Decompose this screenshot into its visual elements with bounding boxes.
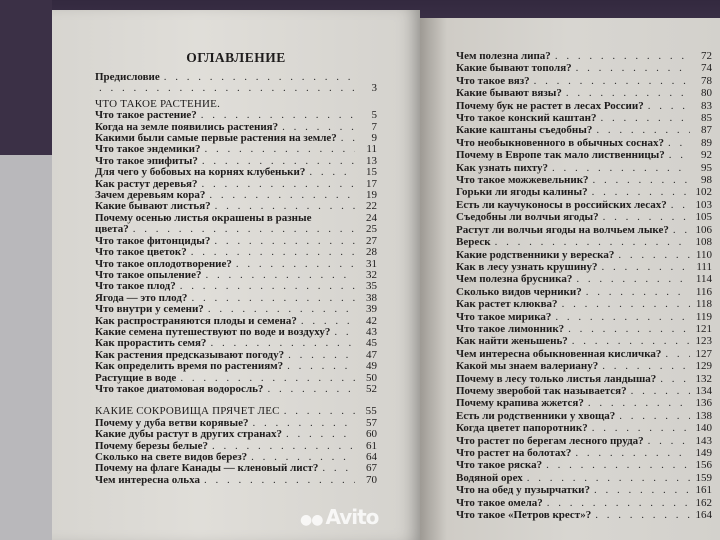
toc-entry-label: Что растет по берегам лесного пруда? bbox=[456, 434, 644, 447]
fabric-background-left bbox=[0, 0, 52, 155]
toc-entry bbox=[456, 112, 712, 124]
dot-leader bbox=[322, 463, 355, 474]
dot-leader bbox=[603, 211, 690, 223]
section-heading-label: ЧТО ТАКОЕ РАСТЕНИЕ. bbox=[95, 97, 221, 110]
dot-leader bbox=[619, 410, 690, 422]
toc-entry-page: 38 bbox=[366, 291, 377, 304]
toc-entry-label: Есть ли родственники у хвоща? bbox=[456, 409, 616, 422]
toc-entry-page: 121 bbox=[695, 322, 712, 335]
toc-entry bbox=[456, 348, 712, 360]
toc-entry-page: 60 bbox=[366, 428, 377, 441]
toc-entry-label: Водяной орех bbox=[456, 471, 523, 484]
toc-entry-page: 103 bbox=[695, 198, 712, 211]
toc-entry-page: 43 bbox=[366, 325, 377, 338]
toc-entry bbox=[95, 224, 377, 235]
dot-leader bbox=[586, 286, 690, 298]
toc-entry-label: Почему березы белые? bbox=[95, 439, 208, 452]
dot-leader bbox=[596, 124, 690, 136]
toc-entry-page: 119 bbox=[695, 310, 712, 323]
toc-entry bbox=[456, 435, 712, 447]
dot-leader bbox=[671, 199, 690, 211]
toc-entry-label: Что такое конский каштан? bbox=[456, 112, 597, 125]
toc-entry bbox=[456, 298, 712, 310]
dot-leader bbox=[214, 236, 355, 247]
dot-leader bbox=[552, 162, 690, 174]
toc-entry bbox=[456, 311, 712, 323]
toc-entry bbox=[456, 447, 712, 459]
toc-entry-page: 134 bbox=[695, 384, 712, 397]
toc-entry-page: 136 bbox=[695, 397, 712, 410]
dot-leader bbox=[534, 75, 690, 87]
toc-entry-label: Какие каштаны съедобны? bbox=[456, 124, 593, 137]
toc-entry bbox=[95, 475, 377, 486]
toc-entry-label: Почему осенью листья окрашены в разные bbox=[95, 211, 312, 224]
toc-entry-label: Что на обед у пузырчатки? bbox=[456, 484, 591, 497]
toc-entry bbox=[456, 497, 712, 509]
toc-entry-label: Как узнать пихту? bbox=[456, 161, 549, 174]
toc-entry bbox=[456, 472, 712, 484]
toc-entry-label: Что такое опыление? bbox=[95, 268, 202, 281]
toc-entry-label: Что такое омела? bbox=[456, 496, 543, 509]
toc-entry-page: 27 bbox=[366, 234, 377, 247]
toc-entry-label: Почему бук не растет в лесах России? bbox=[456, 99, 644, 112]
toc-entry-label: Почему на флаге Канады — кленовый лист? bbox=[95, 462, 319, 475]
toc-entry-page: 32 bbox=[366, 268, 377, 281]
toc-entry bbox=[95, 384, 377, 395]
dot-leader bbox=[208, 304, 355, 315]
toc-entry bbox=[456, 100, 712, 112]
toc-entry-page: 31 bbox=[366, 257, 377, 270]
toc-entry-label: Что такое можжевельник? bbox=[456, 174, 589, 187]
toc-entry bbox=[456, 224, 712, 236]
toc-entry bbox=[456, 360, 712, 372]
toc-entry-label: Что такое ряска? bbox=[456, 459, 543, 472]
dot-leader bbox=[205, 270, 355, 281]
dot-leader bbox=[572, 335, 690, 347]
toc-entry-page: 98 bbox=[701, 174, 712, 187]
toc-entry-label: Сколько на свете видов берез? bbox=[95, 451, 248, 463]
toc-entry-page: 25 bbox=[366, 223, 377, 236]
toc-entry bbox=[95, 429, 377, 440]
toc-entry-page: 17 bbox=[366, 177, 377, 190]
toc-entry bbox=[456, 249, 712, 261]
toc-entry-label: Какие родственники у вереска? bbox=[456, 248, 615, 261]
toc-entry-label: Что такое цветок? bbox=[95, 246, 187, 259]
dot-leader bbox=[673, 224, 690, 236]
toc-entry bbox=[95, 361, 377, 372]
toc-entry-page: 129 bbox=[695, 360, 712, 373]
toc-entry-page: 42 bbox=[366, 314, 377, 327]
toc-entry-page: 138 bbox=[695, 409, 712, 422]
toc-entry-page: 89 bbox=[701, 136, 712, 149]
toc-entry-label: Растущие в воде bbox=[95, 371, 177, 384]
toc-entry-page: 162 bbox=[695, 496, 712, 509]
toc-entry-label: Какие дубы растут в других странах? bbox=[95, 428, 282, 441]
toc-entry-label: Как найти женьшень? bbox=[456, 335, 568, 348]
toc-entry-label: Что необыкновенного в обычных соснах? bbox=[456, 136, 665, 149]
toc-entry-page: 9 bbox=[371, 132, 377, 145]
toc-entry-preface bbox=[95, 72, 377, 83]
toc-entry-label: Съедобны ли волчьи ягоды? bbox=[456, 211, 599, 224]
toc-entry-label: Вереск bbox=[456, 236, 491, 249]
dot-leader bbox=[669, 149, 690, 161]
toc-entry-page: 111 bbox=[696, 260, 712, 273]
dot-leader bbox=[668, 137, 690, 149]
toc-entry-page: 114 bbox=[695, 273, 712, 286]
toc-entry-label: Что такое растение? bbox=[95, 109, 197, 122]
toc-entry-page: 52 bbox=[366, 382, 377, 395]
dot-leader bbox=[495, 236, 690, 248]
toc-entry-page: 108 bbox=[695, 236, 712, 249]
toc-entry bbox=[456, 62, 712, 74]
toc-entry-label: Когда цветет папоротник? bbox=[456, 422, 588, 435]
toc-entry-page: 106 bbox=[695, 223, 712, 236]
dot-leader bbox=[205, 144, 356, 155]
dot-leader bbox=[562, 298, 690, 310]
dot-leader bbox=[618, 249, 690, 261]
toc-entry bbox=[456, 174, 712, 186]
toc-entry-page: 47 bbox=[366, 348, 377, 361]
dot-leader bbox=[546, 459, 690, 471]
toc-entry-label: Что такое мирика? bbox=[456, 310, 552, 323]
toc-entry bbox=[456, 273, 712, 285]
toc-entry bbox=[456, 335, 712, 347]
toc-entry-label: Какой мы знаем валериану? bbox=[456, 360, 599, 373]
toc-entry-page: 140 bbox=[695, 422, 712, 435]
dot-leader bbox=[287, 361, 355, 372]
toc-entry-label: Для чего у бобовых на корнях клубеньки? bbox=[95, 166, 306, 179]
dot-leader bbox=[288, 350, 355, 361]
dot-leader bbox=[660, 373, 690, 385]
dot-leader bbox=[191, 293, 355, 304]
toc-entry bbox=[456, 459, 712, 471]
dot-leader bbox=[648, 435, 690, 447]
toc-entry-preface-page bbox=[95, 83, 377, 94]
dot-leader bbox=[334, 327, 355, 338]
toc-entry-label: Как растут деревья? bbox=[95, 177, 198, 190]
toc-entry-page: 85 bbox=[701, 112, 712, 125]
toc-title: ОГЛАВЛЕНИЕ bbox=[186, 50, 286, 65]
toc-entry-label: Что такое лимонник? bbox=[456, 322, 565, 335]
dot-leader bbox=[602, 360, 690, 372]
toc-entry-page: 39 bbox=[366, 303, 377, 316]
table-of-contents-right bbox=[456, 50, 712, 521]
dot-leader bbox=[284, 406, 355, 417]
dot-leader bbox=[204, 475, 355, 486]
toc-entry-page: 116 bbox=[695, 285, 712, 298]
toc-entry-label: Как прорастить семя? bbox=[95, 337, 207, 350]
dot-leader bbox=[566, 87, 690, 99]
toc-entry-label: Зачем деревьям кора? bbox=[95, 189, 206, 202]
toc-entry bbox=[456, 509, 712, 521]
dot-leader bbox=[133, 224, 355, 235]
toc-entry-page: 127 bbox=[695, 347, 712, 360]
dot-leader bbox=[555, 50, 690, 62]
dot-leader bbox=[592, 186, 690, 198]
toc-entry bbox=[456, 162, 712, 174]
dot-leader bbox=[164, 72, 355, 83]
toc-entry-page: 49 bbox=[366, 360, 377, 373]
dot-leader bbox=[600, 112, 690, 124]
dot-leader bbox=[602, 261, 690, 273]
toc-entry-page: 159 bbox=[695, 471, 712, 484]
toc-entry-page: 57 bbox=[366, 416, 377, 429]
watermark-text: Avito bbox=[325, 505, 379, 529]
toc-entry bbox=[456, 422, 712, 434]
toc-entry-page: 3 bbox=[371, 82, 377, 95]
toc-entry-page: 28 bbox=[366, 246, 377, 259]
toc-entry-page: 105 bbox=[695, 211, 712, 224]
toc-entry-page: 164 bbox=[695, 509, 712, 522]
toc-entry bbox=[456, 87, 712, 99]
dot-leader bbox=[202, 179, 356, 190]
avito-watermark bbox=[300, 505, 378, 529]
dot-leader bbox=[201, 110, 355, 121]
toc-entry bbox=[456, 75, 712, 87]
toc-entry bbox=[456, 50, 712, 62]
toc-entry bbox=[456, 261, 712, 273]
toc-entry bbox=[95, 304, 377, 315]
dot-leader bbox=[267, 384, 355, 395]
toc-entry-page: 45 bbox=[366, 337, 377, 350]
toc-entry-label: Горьки ли ягоды калины? bbox=[456, 186, 588, 199]
toc-entry-label: Как распространяются плоды и семена? bbox=[95, 314, 297, 327]
avito-logo-icon: ●● bbox=[300, 512, 323, 528]
dot-leader bbox=[631, 385, 690, 397]
toc-entry-label: Чем интересна обыкновенная кисличка? bbox=[456, 347, 662, 360]
toc-entry-page: 92 bbox=[701, 149, 712, 162]
dot-leader bbox=[209, 190, 355, 201]
dot-leader bbox=[665, 348, 690, 360]
toc-entry bbox=[95, 281, 377, 292]
toc-entry-label: Что такое эпифиты? bbox=[95, 154, 198, 167]
dot-leader bbox=[588, 397, 690, 409]
toc-entry-label: Какими были самые первые растения на земле? bbox=[95, 132, 337, 145]
toc-entry-label: Есть ли каучуконосы в российских лесах? bbox=[456, 198, 667, 211]
toc-entry-label: Чем полезна брусника? bbox=[456, 273, 573, 286]
toc-entry-page: 118 bbox=[695, 298, 712, 311]
toc-entry-label: Что такое «Петров крест»? bbox=[456, 509, 592, 522]
dot-leader bbox=[576, 62, 690, 74]
toc-entry-label: Какие бывают листья? bbox=[95, 200, 211, 213]
toc-entry-label: Почему у дуба ветви корявые? bbox=[95, 416, 249, 429]
toc-entry-page: 50 bbox=[366, 371, 377, 384]
toc-entry-page: 74 bbox=[701, 62, 712, 75]
toc-entry-label: Какие семена путешествуют по воде и воздуху? bbox=[95, 325, 331, 338]
section-heading-label: КАКИЕ СОКРОВИЩА ПРЯЧЕТ ЛЕС bbox=[95, 405, 280, 418]
toc-entry-page: 143 bbox=[695, 434, 712, 447]
toc-entry-label: Как растет клюква? bbox=[456, 298, 558, 311]
toc-entry-page: 156 bbox=[695, 459, 712, 472]
toc-entry-page: 123 bbox=[695, 335, 712, 348]
toc-entry-label: Чем интересна ольха bbox=[95, 473, 200, 486]
toc-entry bbox=[456, 385, 712, 397]
toc-entry-page: 80 bbox=[701, 87, 712, 100]
toc-entry-label: Что растет на болотах? bbox=[456, 447, 572, 459]
toc-entry-label: Ягода — это плод? bbox=[95, 291, 188, 304]
table-surface bbox=[0, 155, 52, 540]
dot-leader bbox=[286, 429, 355, 440]
dot-leader bbox=[547, 497, 690, 509]
dot-leader bbox=[527, 472, 690, 484]
toc-entry-page: 87 bbox=[701, 124, 712, 137]
toc-entry-page: 78 bbox=[701, 74, 712, 87]
toc-entry-label: Что такое вяз? bbox=[456, 74, 530, 87]
dot-leader bbox=[555, 311, 690, 323]
toc-entry-page: 15 bbox=[366, 166, 377, 179]
dot-leader bbox=[648, 100, 690, 112]
toc-entry-label: Сколько видов черники? bbox=[456, 285, 582, 298]
toc-entry bbox=[456, 484, 712, 496]
toc-entry-label: Что такое фитонциды? bbox=[95, 234, 211, 247]
table-of-contents-left bbox=[95, 50, 377, 486]
toc-entry-label: Что такое оплодотворение? bbox=[95, 257, 232, 270]
toc-entry-page: 83 bbox=[701, 99, 712, 112]
toc-entry bbox=[456, 236, 712, 248]
toc-entry-label: Когда на земле появились растения? bbox=[95, 120, 279, 133]
dot-leader bbox=[593, 174, 690, 186]
toc-entry-page: 95 bbox=[701, 161, 712, 174]
dot-leader bbox=[180, 281, 355, 292]
dot-leader bbox=[236, 259, 355, 270]
toc-entry-label: Почему в лесу только листья ландыша? bbox=[456, 372, 657, 385]
toc-entry-label: Как растения предсказывают погоду? bbox=[95, 348, 285, 361]
toc-entry-label: Что такое диатомовая водоросль? bbox=[95, 382, 264, 395]
toc-entry-label: Что такое эндемики? bbox=[95, 143, 201, 156]
toc-entry-label: Какие бывают тополя? bbox=[456, 62, 572, 75]
toc-entry-label: Почему зверобой так называется? bbox=[456, 384, 627, 397]
dot-leader bbox=[575, 447, 690, 459]
dot-leader bbox=[595, 509, 690, 521]
toc-entry-label: Почему крапива жжется? bbox=[456, 397, 584, 410]
toc-entry-page: 161 bbox=[695, 484, 712, 497]
toc-entry bbox=[456, 410, 712, 422]
toc-entry-label: цвета? bbox=[95, 223, 129, 236]
toc-entry-page: 22 bbox=[366, 200, 377, 213]
toc-entry-label: Как в лесу узнать крушину? bbox=[456, 260, 598, 273]
toc-entry bbox=[456, 323, 712, 335]
toc-entry-page: 61 bbox=[366, 439, 377, 452]
toc-entry bbox=[456, 124, 712, 136]
toc-entry bbox=[456, 186, 712, 198]
toc-entry bbox=[95, 167, 377, 178]
dot-leader bbox=[576, 273, 690, 285]
toc-entry-page: 102 bbox=[695, 186, 712, 199]
toc-entry bbox=[456, 137, 712, 149]
toc-entry bbox=[95, 247, 377, 258]
toc-entry bbox=[456, 211, 712, 223]
toc-sections bbox=[95, 95, 377, 486]
toc-entry-page: 13 bbox=[366, 154, 377, 167]
toc-entry-page: 35 bbox=[366, 280, 377, 293]
toc-entry bbox=[456, 373, 712, 385]
toc-entry-label: Почему в Европе так мало лиственницы? bbox=[456, 149, 665, 162]
dot-leader bbox=[341, 133, 355, 144]
dot-leader bbox=[309, 167, 355, 178]
toc-entry bbox=[456, 199, 712, 211]
dot-leader bbox=[592, 422, 690, 434]
dot-leader bbox=[568, 323, 690, 335]
toc-entry-label: Что такое плод? bbox=[95, 280, 176, 293]
section-heading-page: 55 bbox=[365, 405, 377, 418]
toc-entry-page: 64 bbox=[366, 451, 377, 463]
toc-entry-label: Какие бывают вязы? bbox=[456, 87, 562, 100]
dot-leader bbox=[594, 484, 690, 496]
toc-entry-page: 19 bbox=[366, 189, 377, 202]
toc-entry-label: Растут ли волчьи ягоды на волчьем лыке? bbox=[456, 223, 669, 236]
toc-entry-page: 24 bbox=[366, 211, 377, 224]
toc-entry-label: Как определить время по растениям? bbox=[95, 360, 284, 373]
toc-entry-label: Что внутри у семени? bbox=[95, 303, 204, 316]
toc-entry-page: 149 bbox=[695, 447, 712, 459]
toc-entry-page: 132 bbox=[695, 372, 712, 385]
toc-entry-page: 110 bbox=[695, 248, 712, 261]
toc-entry-page: 72 bbox=[701, 50, 712, 62]
toc-entry-page: 5 bbox=[371, 109, 377, 122]
dot-leader bbox=[191, 247, 355, 258]
toc-entry-page: 67 bbox=[366, 462, 377, 475]
toc-entry bbox=[456, 397, 712, 409]
toc-entry-page: 7 bbox=[371, 120, 377, 133]
toc-entry bbox=[456, 286, 712, 298]
toc-entry-page: 70 bbox=[366, 473, 377, 486]
toc-entry bbox=[95, 110, 377, 121]
toc-entry-label: Чем полезна липа? bbox=[456, 50, 551, 62]
toc-entry-page: 11 bbox=[366, 143, 377, 156]
dot-leader bbox=[99, 83, 355, 94]
toc-entry-label: Предисловие bbox=[95, 71, 160, 83]
toc-entry bbox=[95, 213, 377, 224]
toc-entry bbox=[456, 149, 712, 161]
